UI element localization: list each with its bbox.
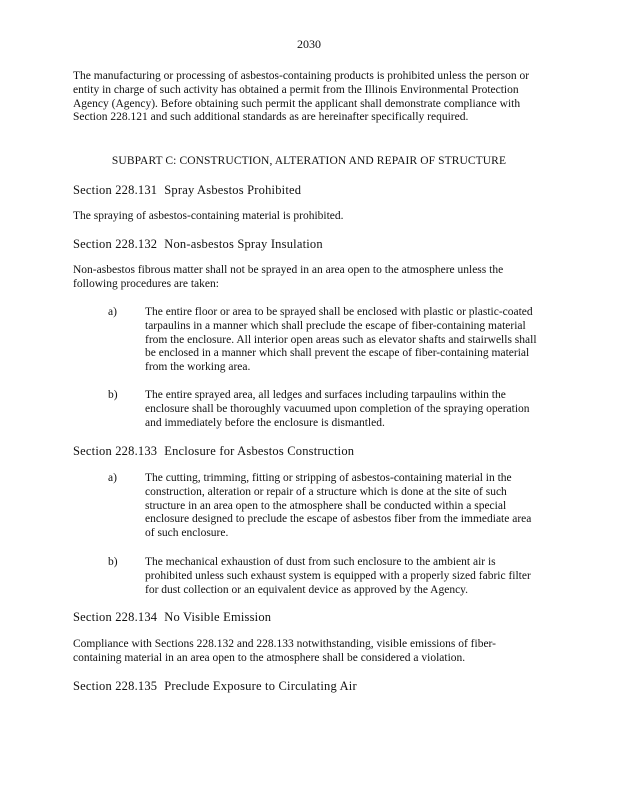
- section-title: No Visible Emission: [164, 610, 272, 624]
- item-text: The entire floor or area to be sprayed shall be enclosed with plastic or plastic-coated tarpaulins in a manner which shall preclude the escape of fiber-containing material from the enclosure. All interior open areas such as elevator shafts and stairwells shall be enclosed in a manner which shall prevent the escape of fiber-containing material from the working area.: [145, 306, 537, 374]
- section-body: Non-asbestos fibrous matter shall not be sprayed in an area open to the atmosphere unless the following procedures are taken:: [73, 264, 504, 290]
- section-heading-228-132: [73, 237, 323, 252]
- section-heading-228-131: [73, 183, 301, 198]
- section-number: Section 228.135: [73, 679, 158, 693]
- section-title: Spray Asbestos Prohibited: [164, 183, 302, 197]
- section-title: Preclude Exposure to Circulating Air: [164, 679, 357, 693]
- section-heading-228-135: [73, 679, 357, 694]
- subpart-title: SUBPART C: CONSTRUCTION, ALTERATION AND REPAIR OF STRUCTURE: [111, 155, 507, 167]
- item-marker: a): [108, 472, 117, 484]
- item-text: The mechanical exhaustion of dust from such enclosure to the ambient air is prohibited unless such exhaust system is equipped with a properly sized fabric filter for dust collection or an equivalent device as approved by the Agency.: [145, 556, 531, 596]
- item-text: The entire sprayed area, all ledges and surfaces including tarpaulins within the enclosure shall be thoroughly vacuumed upon completion of the spraying operation and immediately before the enclosure is dismantled.: [145, 389, 530, 429]
- item-text: The cutting, trimming, fitting or stripping of asbestos-containing material in the construction, alteration or repair of a structure which is done at the site of such structure in an area open to the atmosphere shall be conducted within a special enclosure designed to preclude the escape of asbestos fiber from the immediate area of such enclosure.: [145, 472, 532, 540]
- section-title: Non-asbestos Spray Insulation: [164, 237, 323, 251]
- section-number: Section 228.131: [73, 183, 158, 197]
- section-number: Section 228.133: [73, 444, 158, 458]
- page-number: 2030: [297, 37, 321, 51]
- section-body: The spraying of asbestos-containing material is prohibited.: [73, 210, 344, 222]
- section-title: Enclosure for Asbestos Construction: [164, 444, 355, 458]
- intro-paragraph: The manufacturing or processing of asbestos-containing products is prohibited unless the person or entity in charge of such activity has obtained a permit from the Illinois Environmental Protection Agency (Agency). Before obtaining such permit the applicant shall demonstrate compliance with Section 228.121 and such additional standards as are hereinafter specifically required.: [73, 70, 530, 124]
- item-marker: b): [108, 389, 118, 401]
- section-heading-228-133: [73, 444, 354, 459]
- item-marker: b): [108, 556, 118, 568]
- section-number: Section 228.132: [73, 237, 158, 251]
- section-heading-228-134: [73, 610, 271, 625]
- section-body: Compliance with Sections 228.132 and 228.133 notwithstanding, visible emissions of fiber-containing material in an area open to the atmosphere shall be considered a violation.: [73, 638, 496, 664]
- item-marker: a): [108, 306, 117, 318]
- section-number: Section 228.134: [73, 610, 158, 624]
